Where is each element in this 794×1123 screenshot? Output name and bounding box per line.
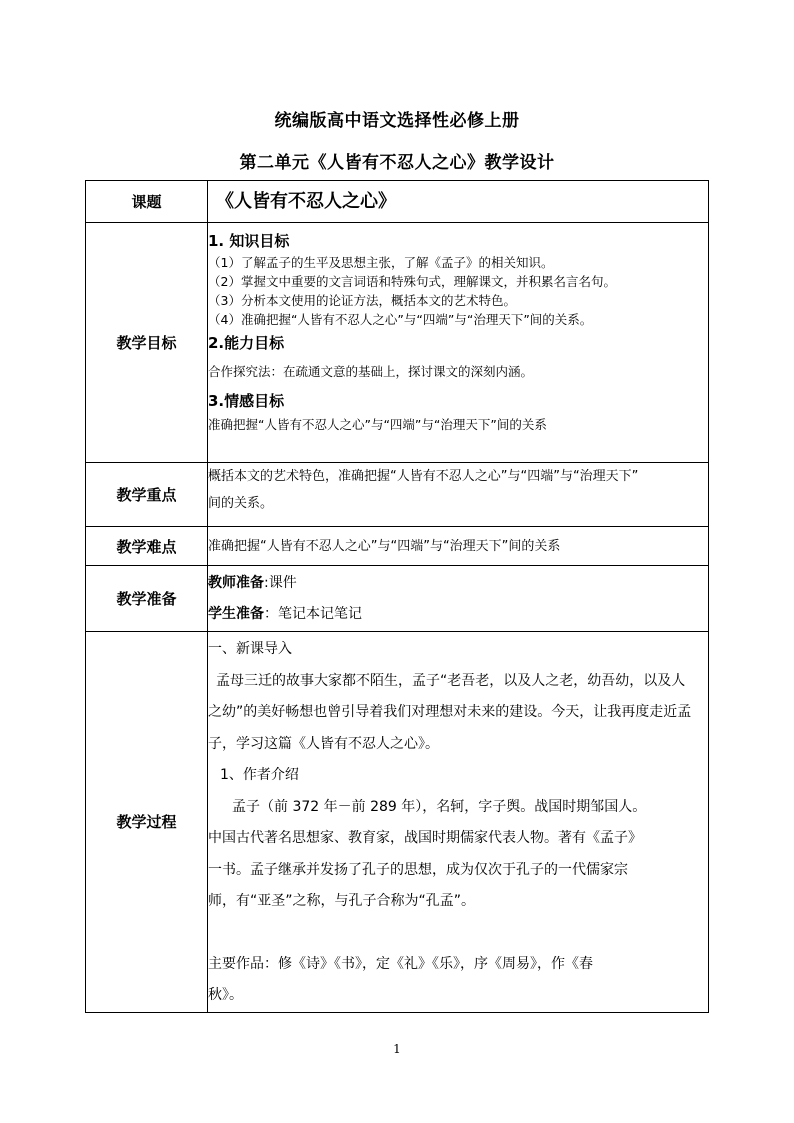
lesson-plan-table — [85, 180, 709, 1013]
student-prep — [208, 599, 708, 630]
teacher-prep-value: :课件 — [264, 574, 297, 591]
table-row-prep — [86, 566, 709, 632]
goals-cell — [208, 223, 709, 463]
intro-paragraph-line: 子，学习这篇《人皆有不忍人之心》。 — [208, 735, 439, 752]
table-row-key — [86, 463, 709, 527]
ability-text: 合作探究法：在疏通文意的基础上，探讨课文的深刻内涵。 — [208, 364, 534, 379]
emotion-text: 准确把握“人皆有不忍人之心”与“四端”与“治理天下”间的关系 — [208, 417, 547, 432]
works-line: 秋》。 — [208, 987, 243, 1003]
knowledge-item: （2）掌握文中重要的文言词语和特殊句式，理解课文，并积累名言名句。 — [208, 274, 616, 289]
intro-paragraph-line: 孟母三迁的故事大家都不陌生，孟子“老吾老，以及人之老，幼吾幼，以及人 — [216, 672, 686, 689]
ability-heading: 2.能力目标 — [208, 334, 285, 352]
table-row-topic — [86, 181, 709, 223]
prep-cell — [208, 566, 709, 632]
teacher-prep — [208, 568, 708, 599]
label-prep: 教学准备 — [86, 566, 208, 632]
intro-paragraph-line: 之幼”的美好畅想也曾引导着我们对理想对未来的建设。今天，让我再度走近孟 — [208, 704, 692, 720]
key-text-line: 概括本文的艺术特色，准确把握“人皆有不忍人之心”与“四端”与“治理天下” — [208, 469, 639, 484]
subsection-heading: 1、作者介绍 — [220, 767, 299, 783]
label-goals: 教学目标 — [86, 223, 208, 463]
author-paragraph-line: 孟子（前 372 年－前 289 年），名轲，字子舆。战国时期邹国人。 — [232, 798, 647, 815]
table-row-goals — [86, 223, 709, 463]
key-text-line: 间的关系。 — [208, 496, 274, 511]
label-process: 教学过程 — [86, 632, 208, 1013]
table-row-process — [86, 632, 709, 1013]
topic-value: 《人皆有不忍人之心》 — [216, 190, 396, 212]
knowledge-heading: 1. 知识目标 — [208, 232, 290, 250]
key-cell — [208, 463, 709, 527]
emotion-heading: 3.情感目标 — [208, 392, 285, 410]
author-paragraph-line: 中国古代著名思想家、教育家，战国时期儒家代表人物。著有《孟子》 — [208, 830, 642, 846]
label-difficulty: 教学难点 — [86, 527, 208, 566]
document-title: 统编版高中语文选择性必修上册 — [274, 111, 520, 131]
works-line: 主要作品：修《诗》《书》，定《礼》《乐》，序《周易》，作《春 — [208, 955, 593, 972]
label-topic: 课题 — [86, 181, 208, 223]
document-subtitle: 第二单元《人皆有不忍人之心》教学设计 — [239, 153, 555, 173]
knowledge-item: （3）分析本文使用的论证方法，概括本文的艺术特色。 — [208, 293, 516, 308]
topic-cell — [208, 181, 709, 223]
section-heading: 一、新课导入 — [208, 641, 292, 657]
blank-line — [208, 918, 708, 949]
knowledge-item: （4）准确把握“人皆有不忍人之心”与“四端”与“治理天下”间的关系。 — [208, 312, 593, 327]
student-prep-value: ：笔记本记笔记 — [264, 605, 362, 622]
difficulty-cell — [208, 527, 709, 566]
table-row-difficulty — [86, 527, 709, 566]
page-number: 1 — [393, 1042, 401, 1056]
knowledge-item: （1）了解孟子的生平及思想主张，了解《孟子》的相关知识。 — [208, 255, 554, 270]
difficulty-text: 准确把握“人皆有不忍人之心”与“四端”与“治理天下”间的关系 — [208, 538, 561, 554]
label-key: 教学重点 — [86, 463, 208, 527]
process-cell — [208, 632, 709, 1013]
author-paragraph-line: 师，有“亚圣”之称，与孔子合称为“孔孟”。 — [208, 893, 476, 909]
teacher-prep-label: 教师准备 — [208, 574, 264, 591]
student-prep-label: 学生准备 — [208, 605, 264, 622]
author-paragraph-line: 一书。孟子继承并发扬了孔子的思想，成为仅次于孔子的一代儒家宗 — [208, 861, 628, 878]
